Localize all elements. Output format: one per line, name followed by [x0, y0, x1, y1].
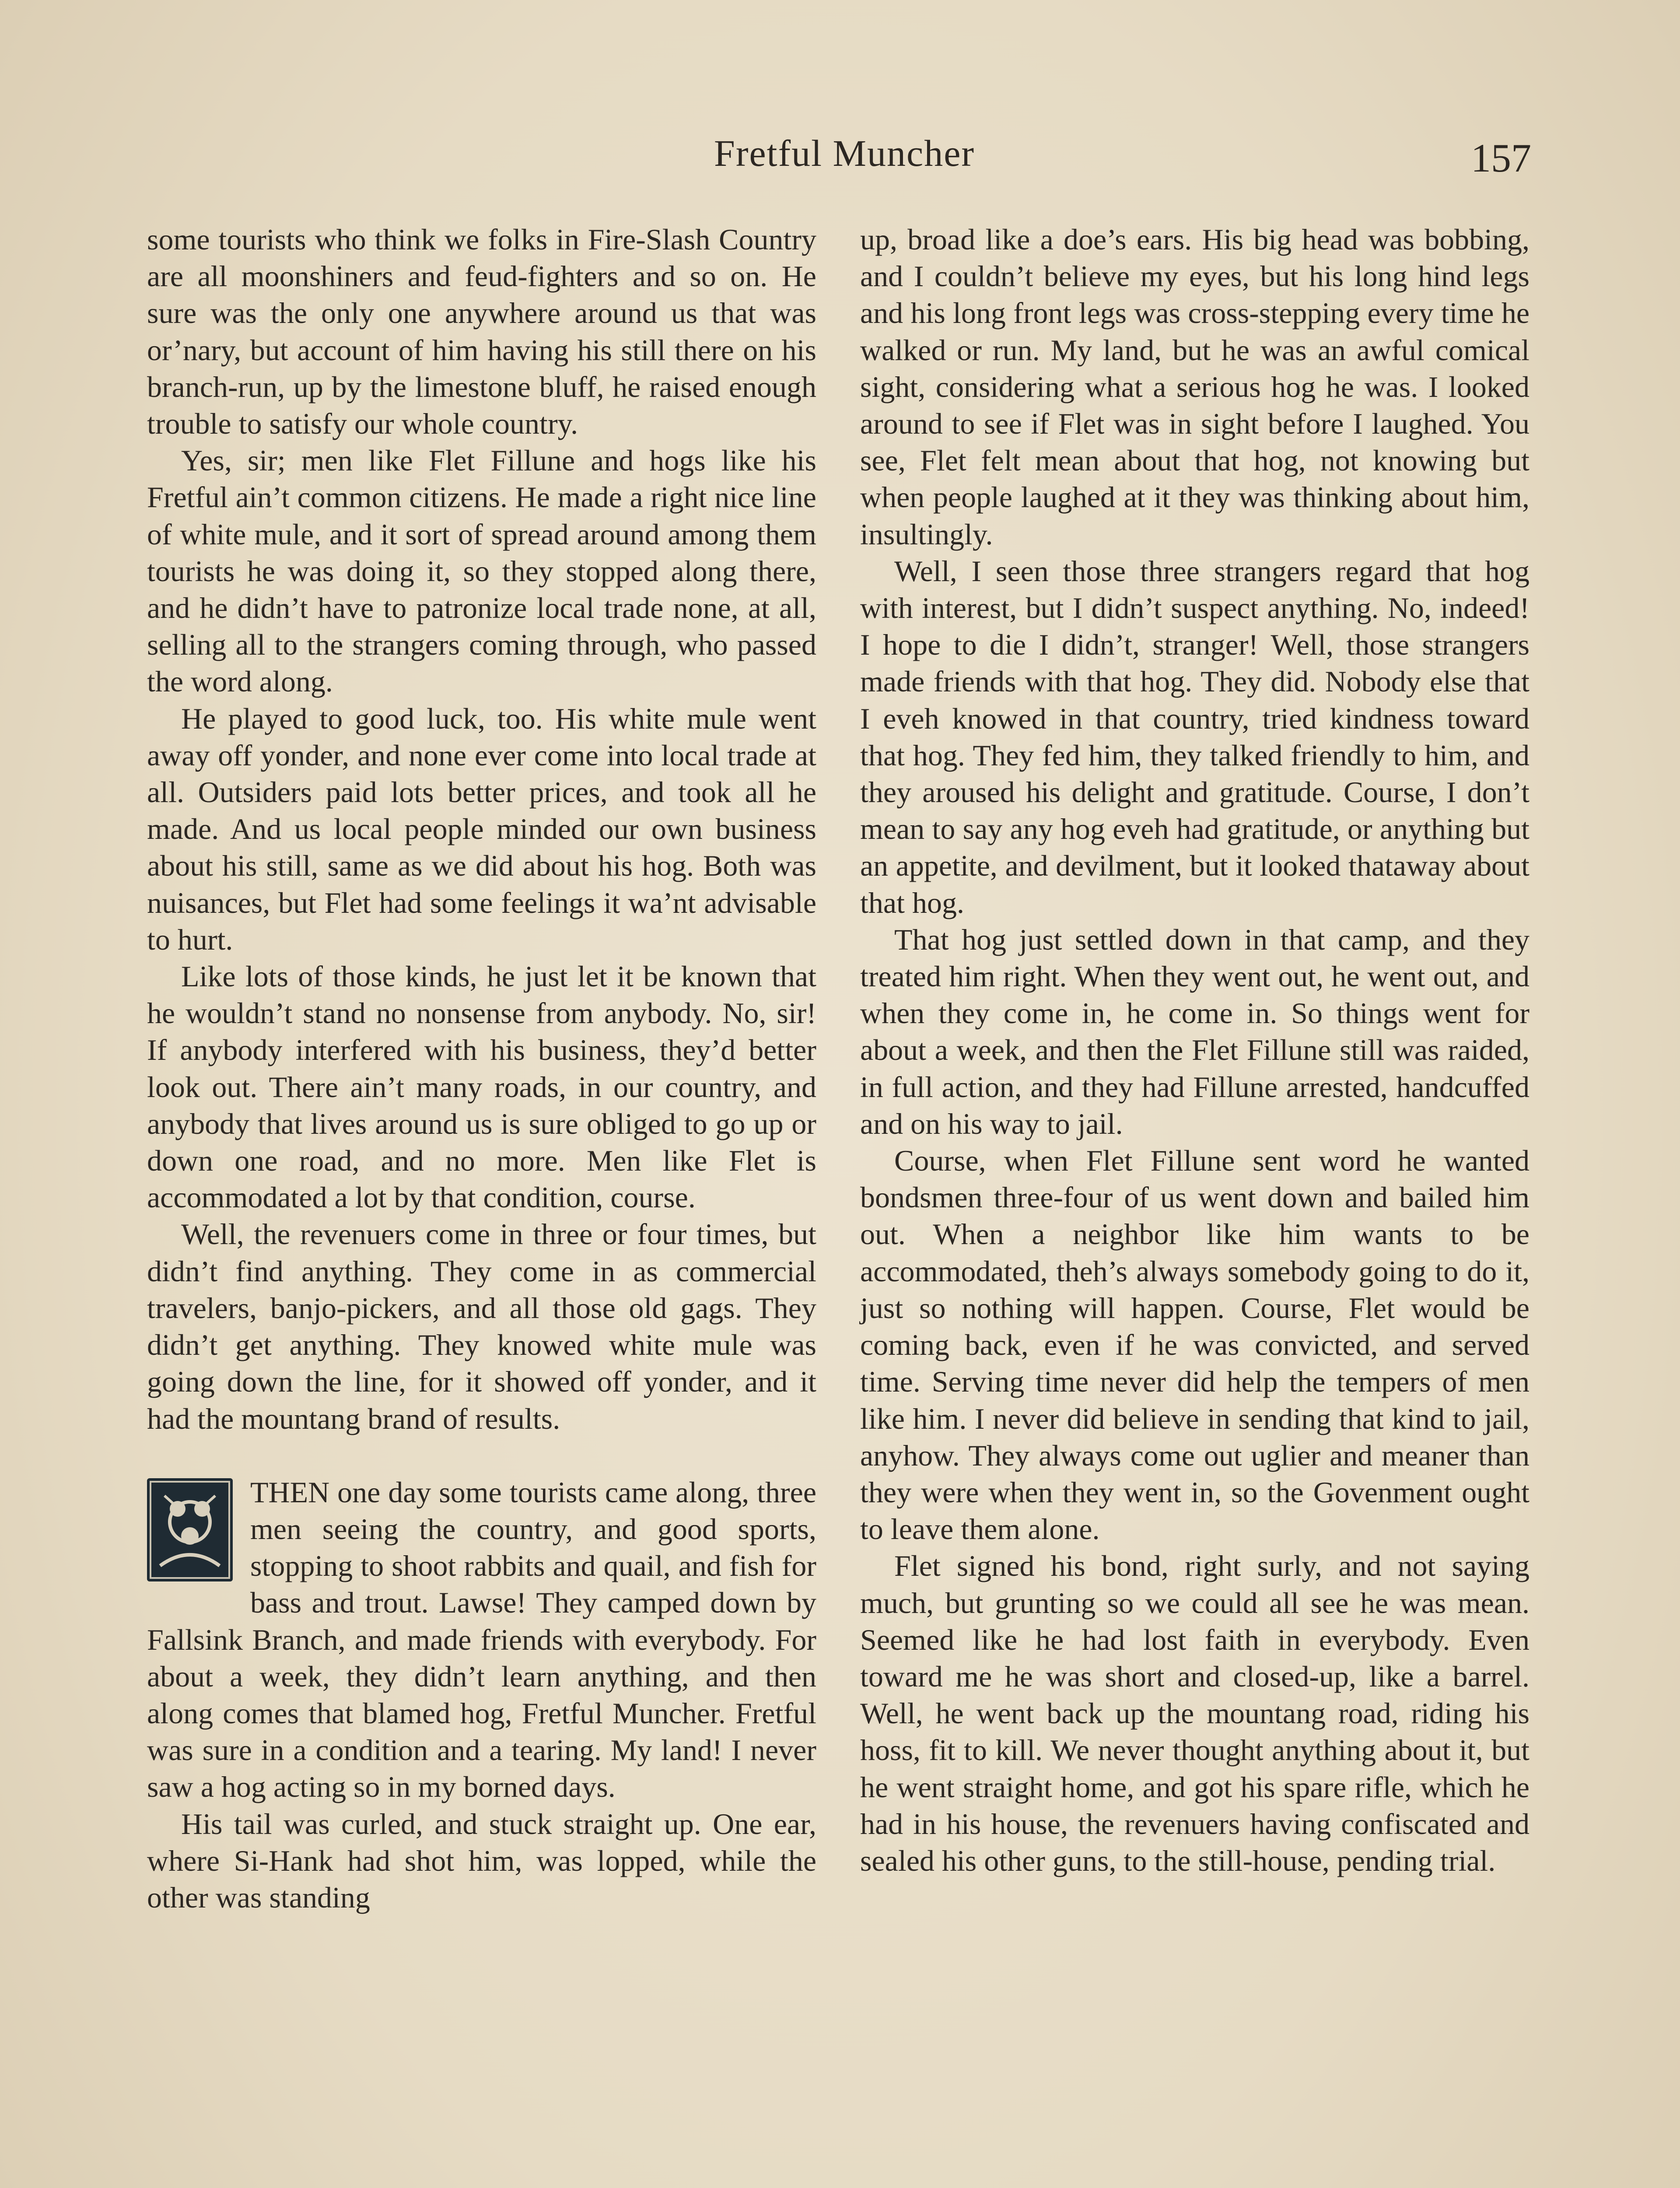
right-column [860, 221, 1530, 1879]
dropcap-paragraph [147, 1474, 816, 1806]
paragraph: some tourists who think we folks in Fire-Slash Country are all moonshiners and feud-fighters and so on. He sure was the only one anywhere around us that was or’nary, but account of him having his still there on his branch-run, up by the limestone bluff, he raised enough trouble to satisfy our whole country. [147, 223, 816, 441]
page-number: 157 [1471, 136, 1531, 180]
paragraph: Well, I seen those three strangers regard that hog with interest, but I didn’t suspect anything. No, indeed! I hope to die I didn’t, stranger! Well, those strangers made friends with that hog. They did. Nobody else that I eveh knowed in that country, tried kindness toward that hog. They fed him, they talked friendly to him, and they aroused his delight and gratitude. Course, I don’t mean to say any hog eveh had gratitude, or anything but an appetite, and devilment, but it looked thataway about that hog. [860, 554, 1530, 919]
paragraph: His tail was curled, and stuck straight up. One ear, where Si-Hank had shot him, was lopped, while the other was standing [147, 1807, 816, 1914]
paragraph: That hog just settled down in that camp, and they treated him right. When they went out, he went out, and when they come in, he come in. So things went for about a week, and then the Flet Fillune still was raided, in full action, and they had Fillune arrested, handcuffed and on his way to jail. [860, 922, 1530, 1140]
paragraph: up, broad like a doe’s ears. His big head was bobbing, and I couldn’t believe my eyes, but his long hind legs and his long front legs was cross-stepping every time he walked or run. My land, but he was an awful comical sight, considering what a serious hog he was. I looked around to see if Flet was in sight before I laughed. You see, Flet felt mean about that hog, not knowing but when people laughed at it they was thinking about him, insultingly. [860, 223, 1530, 551]
paragraph: Like lots of those kinds, he just let it be known that he wouldn’t stand no nonsense from anybody. No, sir! If anybody interfered with his business, they’d better look out. There ain’t many roads, in our country, and anybody that lives around us is sure obliged to go up or down one road, and no more. Men like Flet is accommodated a lot by that condition, course. [147, 960, 816, 1214]
dropcap-text: one day some tourists came along, three men seeing the country, and good sports, stopping to shoot rabbits and quail, and fish for bass and trout. Lawse! They camped down by Fallsink Branch, and made friends with everybody. For about a week, they didn’t learn anything, and then along comes that blamed hog, Fretful Muncher. Fretful was sure in a condition and a tearing. My land! I never saw a hog acting so in my borned days. [147, 1475, 816, 1804]
paragraph: Course, when Flet Fillune sent word he wanted bondsmen three-four of us went down and bailed him out. When a neighbor like him wants to be accommodated, theh’s always somebody going to do it, just so nothing will happen. Course, Flet would be coming back, even if he was convicted, and served time. Serving time never did help the tempers of men like him. I never did believe in sending that kind to jail, anyhow. They always come out uglier and meaner than they were when they went in, so the Govenment ought to leave them alone. [860, 1144, 1530, 1546]
ornament-icon [147, 1478, 233, 1581]
dropcap-lead: THEN [250, 1475, 330, 1509]
running-title: Fretful Muncher [714, 132, 975, 174]
paragraph: Yes, sir; men like Flet Fillune and hogs like his Fretful ain’t common citizens. He made a right nice line of white mule, and it sort of spread around among them tourists he was doing it, so they stopped along there, and he didn’t have to patronize local trade none, at all, selling all to the strangers coming through, who passed the word along. [147, 444, 816, 698]
paragraph: He played to good luck, too. His white mule went away off yonder, and none ever come into local trade at all. Outsiders paid lots better prices, and took all he made. And us local people minded our own business about his still, same as we did about his hog. Both was nuisances, but Flet had some feelings it wa’nt advisable to hurt. [147, 701, 816, 956]
paragraph: Well, the revenuers come in three or four times, but didn’t find anything. They come in as commercial travelers, banjo-pickers, and all those old gags. They didn’t get anything. They knowed white mule was going down the line, for it showed off yonder, and it had the mountang brand of results. [147, 1217, 816, 1435]
paragraph: Flet signed his bond, right surly, and not saying much, but grunting so we could all see he was mean. Seemed like he had lost faith in everybody. Even toward me he was short and closed-up, like a barrel. Well, he went back up the mountang road, riding his hoss, fit to kill. We never thought anything about it, but he went straight home, and got his spare rifle, which he had in his house, the revenuers having confiscated and sealed his other guns, to the still-house, pending trial. [860, 1549, 1530, 1877]
left-column [147, 221, 816, 1916]
page-header [144, 131, 1544, 184]
section-break [147, 1437, 816, 1474]
